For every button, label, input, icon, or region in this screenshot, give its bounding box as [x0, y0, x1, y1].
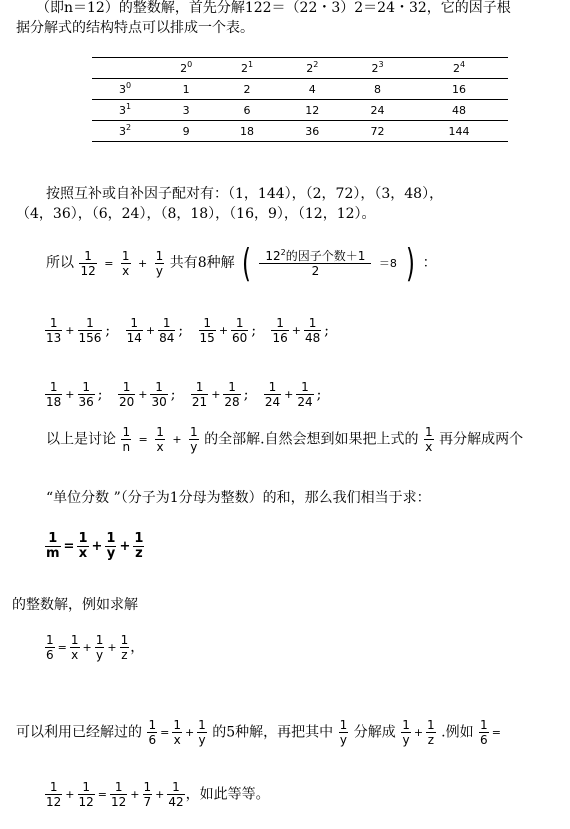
pairs-line-2: （4，36），（6，24），（8，18），（16，9），（12，12）。: [16, 206, 376, 222]
fraction: $\frac{1}{y}$: [95, 633, 104, 662]
equals-sign: =: [97, 788, 107, 801]
table-header-cell: $2^3$: [371, 59, 384, 75]
unit-fraction-line: “单位分数 ”（分子为1分母为整数）的和，那么我们相当于求：: [46, 490, 431, 506]
fraction: $\frac{1}{y}$: [155, 248, 164, 278]
final-equation: [44, 780, 270, 809]
text: 再分解成两个: [439, 431, 524, 448]
factor-table: [92, 57, 508, 142]
fraction: $\frac{1}{12}$: [46, 780, 62, 809]
plus-sign: +: [155, 788, 165, 801]
equation-m: [44, 532, 145, 561]
fraction: $\frac{1}{30}$: [151, 380, 167, 409]
plus-sign: +: [138, 388, 148, 401]
plus-sign: +: [218, 324, 229, 337]
fraction: $\frac{1}{16}$: [272, 316, 288, 345]
equals-eight: ＝8: [378, 257, 397, 270]
equals-sign: =: [104, 256, 114, 270]
fraction: $\frac{1}{12}$: [78, 780, 94, 809]
fraction: $\frac{1}{84}$: [159, 316, 175, 345]
fraction: $\frac{1}{m}$: [46, 531, 60, 561]
plus-sign: +: [184, 726, 195, 739]
semicolon: ;: [170, 386, 176, 403]
fraction: $\frac{1}{6}$: [480, 718, 488, 747]
plus-sign: +: [119, 539, 131, 554]
text: ，如此等等。: [185, 786, 270, 803]
fraction: $\frac{1}{x}$: [424, 425, 433, 454]
fraction: $\frac{1}{x}$: [70, 633, 79, 662]
left-paren-icon: (: [242, 241, 251, 285]
table-row: [92, 79, 508, 100]
fraction: $\frac{1}{6}$: [148, 718, 157, 747]
table-cell: 18: [239, 124, 254, 138]
table-cell: 1: [182, 82, 190, 96]
table-cell: 144: [448, 124, 470, 138]
table-cell: 2: [243, 82, 251, 96]
intro-line-1: （即n＝12）的整数解，首先分解122＝（22・3）2＝24・32，它的因子根: [36, 0, 511, 16]
fraction: $\frac{1}{y}$: [189, 425, 198, 454]
fraction: $\frac{1}{y}$: [339, 718, 348, 747]
text: 的全部解.自然会想到如果把上式的: [204, 431, 419, 448]
table-cell: 24: [370, 103, 385, 117]
fraction: $\frac{1}{x}$: [156, 425, 164, 454]
plus-sign: +: [65, 388, 75, 401]
fraction: $\frac{1}{y}$: [198, 718, 206, 747]
right-paren-icon: ): [406, 241, 416, 285]
solutions-row-2: [44, 380, 331, 409]
fraction: $\frac{1}{28}$: [224, 380, 240, 409]
semicolon: ;: [316, 386, 322, 403]
table-cell: 36: [305, 124, 320, 138]
semicolon: ;: [105, 322, 111, 339]
discussion-line: [46, 425, 523, 454]
fraction: $\frac{1}{20}$: [118, 380, 135, 409]
fraction: $\frac{1}{21}$: [191, 380, 208, 409]
fraction: $\frac{1}{60}$: [232, 316, 248, 345]
table-cell: 3: [182, 103, 190, 117]
table-corner-cell: [92, 58, 158, 79]
plus-sign: +: [145, 324, 156, 337]
plus-sign: +: [107, 641, 117, 654]
table-row: [92, 100, 508, 121]
fraction: $\frac{1}{12}$: [111, 780, 127, 809]
fraction: $\frac{1}{24}$: [297, 380, 313, 409]
fraction: $\frac{1}{156}$: [78, 316, 102, 345]
fraction: $\frac{1}{x}$: [173, 718, 181, 747]
fraction: $\frac{1}{6}$: [46, 633, 54, 662]
table-row: [92, 121, 508, 142]
fraction: $\frac{1}{y}$: [106, 531, 116, 561]
fraction: $\frac{1}{13}$: [46, 316, 62, 345]
text: ：: [422, 255, 437, 271]
text: ，: [130, 639, 145, 656]
row-header-cell: $3^0$: [118, 80, 132, 96]
fraction: $\frac{1}{15}$: [199, 316, 215, 345]
text: 所以: [46, 255, 74, 271]
table-cell: 16: [452, 82, 467, 96]
plus-sign: +: [130, 788, 140, 801]
fraction: $\frac{1}{z}$: [134, 531, 144, 561]
fraction: $\frac{1}{n}$: [122, 425, 131, 454]
table-cell: 6: [243, 103, 251, 117]
plus-sign: +: [284, 388, 294, 401]
text: 共有8种解: [169, 255, 235, 271]
example-intro: 的整数解，例如求解: [12, 597, 138, 613]
table-header-cell: $2^1$: [240, 59, 254, 75]
plus-sign: +: [172, 433, 182, 446]
fraction: $\frac{1}{18}$: [46, 380, 62, 409]
plus-sign: +: [137, 256, 148, 270]
pairs-line-1: 按照互补或自补因子配对有：（1，144），（2，72），（3，48），: [46, 186, 444, 202]
equals-sign: =: [491, 726, 501, 739]
big-fraction: $\frac{12^2的因子个数+1}{2}$: [259, 249, 371, 278]
text: 的5种解，再把其中: [212, 724, 334, 741]
method-line: [16, 718, 503, 747]
table-header-cell: $2^4$: [453, 59, 466, 75]
solution-statement: [46, 241, 437, 285]
semicolon: ;: [251, 322, 257, 339]
fraction: $\frac{1}{7}$: [143, 780, 152, 809]
solutions-row-1: [44, 316, 339, 345]
fraction: $\frac{1}{48}$: [304, 316, 321, 345]
equation-6: [44, 633, 144, 662]
text: 分解成: [353, 724, 396, 741]
table-cell: 9: [182, 124, 190, 138]
plus-sign: +: [211, 388, 221, 401]
fraction: $\frac{1}{14}$: [126, 316, 142, 345]
equals-sign: =: [63, 539, 75, 554]
semicolon: ;: [178, 322, 184, 339]
fraction: $\frac{1}{x}$: [78, 531, 88, 561]
semicolon: ;: [324, 322, 329, 339]
semicolon: ;: [97, 386, 103, 403]
fraction: $\frac{1}{24}$: [264, 380, 281, 409]
row-header-cell: $3^2$: [118, 122, 132, 138]
fraction: $\frac{1}{42}$: [168, 780, 184, 809]
fraction: $\frac{1}{y}$: [402, 718, 410, 747]
plus-sign: +: [413, 726, 424, 739]
plus-sign: +: [291, 324, 301, 337]
table-cell: 4: [308, 82, 316, 96]
text: .例如: [441, 724, 474, 741]
table-cell: 48: [452, 103, 467, 117]
table-header-cell: $2^2$: [306, 59, 319, 75]
table-cell: 12: [305, 103, 320, 117]
table-cell: 72: [370, 124, 385, 138]
table-header-cell: $2^0$: [180, 59, 193, 75]
plus-sign: +: [65, 788, 75, 801]
fraction: $\frac{1}{z}$: [427, 718, 435, 747]
intro-line-2: 据分解式的结构特点可以排成一个表。: [16, 20, 254, 36]
fraction: $\frac{1}{36}$: [78, 380, 94, 409]
semicolon: ;: [243, 386, 249, 403]
table-header-row: [92, 58, 508, 79]
plus-sign: +: [91, 539, 103, 554]
fraction: $\frac{1}{z}$: [120, 633, 129, 662]
fraction: $\frac{1}{12}$: [80, 248, 96, 278]
plus-sign: +: [65, 324, 75, 337]
text: 可以利用已经解过的: [16, 724, 142, 741]
fraction: $\frac{1}{x}$: [121, 248, 130, 278]
equals-sign: =: [138, 433, 148, 446]
table-cell: 8: [373, 82, 381, 96]
equals-sign: =: [160, 726, 170, 739]
row-header-cell: $3^1$: [118, 101, 132, 117]
plus-sign: +: [82, 641, 92, 654]
equals-sign: =: [57, 641, 67, 654]
text: 以上是讨论: [46, 431, 116, 448]
